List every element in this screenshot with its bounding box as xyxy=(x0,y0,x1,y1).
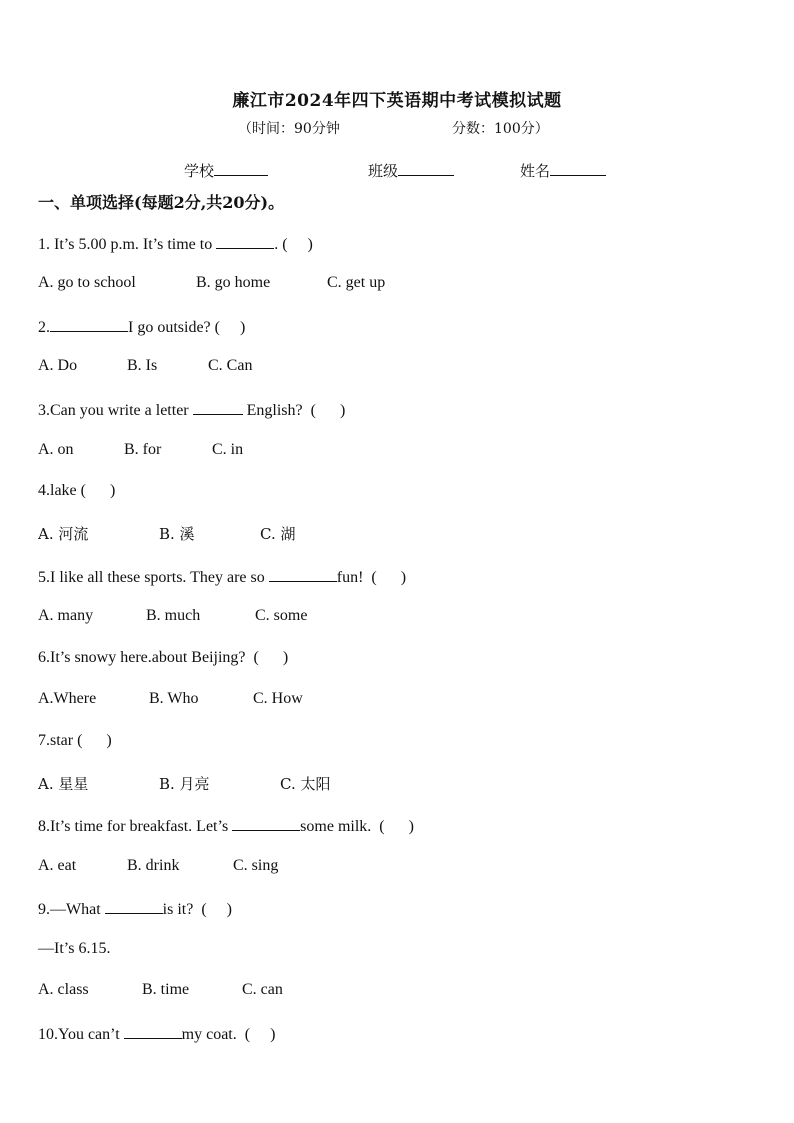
answer-blank xyxy=(269,566,337,582)
question-text: . ( ) xyxy=(274,236,313,253)
exam-title: 廉江市2024年四下英语期中考试模拟试题 xyxy=(232,91,562,111)
question-text: is it? ( ) xyxy=(162,901,232,918)
question-text: fun! ( ) xyxy=(336,569,407,586)
option-a: A. 河流 xyxy=(38,525,89,543)
question-3 xyxy=(38,399,345,420)
option-c: C. 湖 xyxy=(260,525,296,543)
option-b: B. for xyxy=(124,441,162,458)
option-b: B. drink xyxy=(127,857,180,874)
option-c: C. sing xyxy=(233,857,279,874)
answer-blank xyxy=(193,399,243,415)
option-b: B. go home xyxy=(196,274,271,291)
option-c: C. 太阳 xyxy=(280,775,331,793)
question-8 xyxy=(38,815,414,836)
option-c: C. get up xyxy=(327,274,386,291)
question-text: some milk. ( ) xyxy=(300,818,414,835)
options-2 xyxy=(38,357,252,375)
question-text: I go outside? ( ) xyxy=(128,319,246,336)
class-blank xyxy=(398,160,454,176)
question-text: 9.—What xyxy=(38,901,105,918)
question-4 xyxy=(38,482,115,500)
question-text: 6.It’s snowy here.about Beijing? ( ) xyxy=(38,649,289,666)
question-10 xyxy=(38,1023,275,1044)
option-a: A. eat xyxy=(38,857,77,874)
option-b: B. 月亮 xyxy=(159,775,210,793)
option-a: A. on xyxy=(38,441,74,458)
name-blank xyxy=(550,160,606,176)
section-heading: 一、单项选择(每题2分,共20分)。 xyxy=(38,193,285,212)
question-2 xyxy=(38,316,245,337)
exam-time: （时间：90分钟 xyxy=(238,121,340,137)
question-text: 5.I like all these sports. They are so xyxy=(38,569,269,586)
school-label: 学校 xyxy=(184,162,215,180)
option-b: B. 溪 xyxy=(159,525,195,543)
question-text: 7.star ( ) xyxy=(38,732,112,749)
option-b: B. Is xyxy=(127,357,158,374)
options-3 xyxy=(38,441,243,459)
answer-blank xyxy=(216,233,274,249)
question-text: 4.lake ( ) xyxy=(38,482,116,499)
option-b: B. Who xyxy=(149,690,199,707)
answer-blank xyxy=(124,1023,182,1039)
name-field xyxy=(520,160,606,181)
option-c: C. can xyxy=(242,981,283,998)
answer-blank xyxy=(50,316,128,332)
question-6 xyxy=(38,649,288,667)
question-text: my coat. ( ) xyxy=(181,1026,276,1043)
question-text: 1. It’s 5.00 p.m. It’s time to xyxy=(38,236,217,253)
options-1 xyxy=(38,274,385,292)
option-c: C. some xyxy=(255,607,308,624)
options-6 xyxy=(38,690,303,708)
option-a: A. many xyxy=(38,607,94,624)
options-5 xyxy=(38,607,307,625)
question-text: 8.It’s time for breakfast. Let’s xyxy=(38,818,233,835)
options-7 xyxy=(38,773,330,794)
option-a: A. class xyxy=(38,981,89,998)
class-field xyxy=(368,160,454,181)
option-c: C. How xyxy=(253,690,303,707)
question-text: 10.You can’t xyxy=(38,1026,124,1043)
options-8 xyxy=(38,857,278,875)
question-7 xyxy=(38,732,112,750)
exam-score: 分数：100分） xyxy=(452,121,549,137)
options-9 xyxy=(38,981,283,999)
question-text: 3.Can you write a letter xyxy=(38,402,193,419)
answer-blank xyxy=(232,815,300,831)
question-5 xyxy=(38,566,406,587)
question-9 xyxy=(38,898,232,919)
name-label: 姓名 xyxy=(520,162,551,180)
class-label: 班级 xyxy=(368,162,399,180)
question-text: English? ( ) xyxy=(242,402,346,419)
option-a: A. Do xyxy=(38,357,78,374)
school-blank xyxy=(214,160,268,176)
option-b: B. much xyxy=(146,607,201,624)
options-4 xyxy=(38,523,295,544)
option-c: C. Can xyxy=(208,357,253,374)
question-9-answer-line: —It’s 6.15. xyxy=(38,940,111,957)
option-b: B. time xyxy=(142,981,190,998)
option-c: C. in xyxy=(212,441,244,458)
answer-blank xyxy=(105,898,163,914)
option-a: A. 星星 xyxy=(38,775,89,793)
option-a: A. go to school xyxy=(38,274,136,291)
option-a: A.Where xyxy=(38,690,97,707)
school-field xyxy=(184,160,268,181)
question-text: 2. xyxy=(38,319,50,336)
question-1 xyxy=(38,233,313,254)
